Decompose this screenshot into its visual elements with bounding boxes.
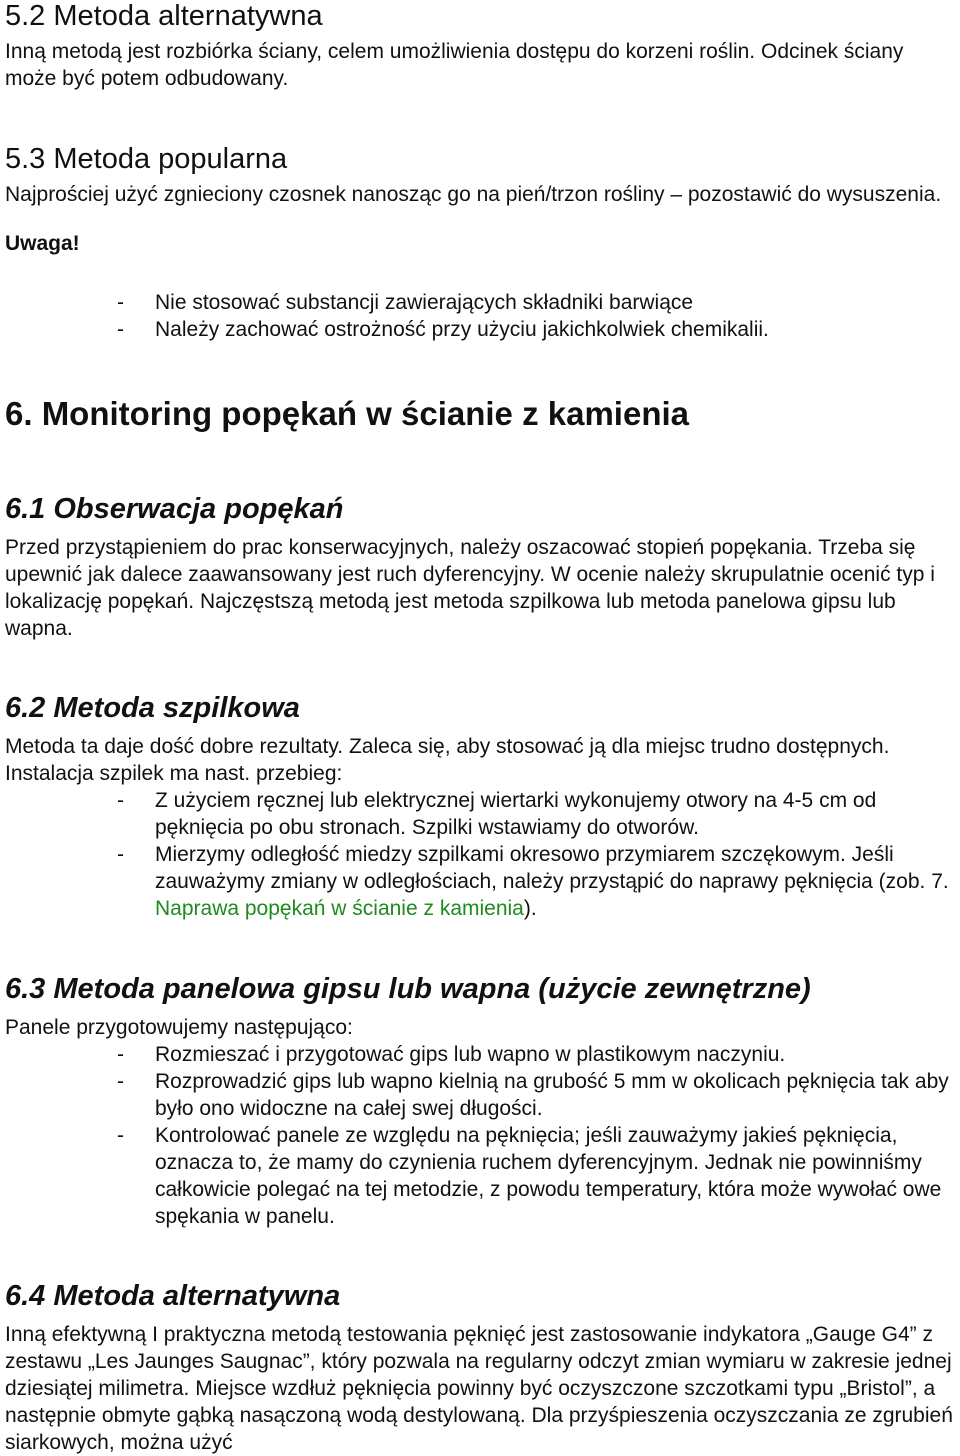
panel-step-text: Kontrolować panele ze względu na pęknięcia; jeśli zauważymy jakieś pęknięcia, oznacza to, że mamy do czynienia ruchem dyferencyjnym. Jednak nie powinniśmy całkowicie polegać na tej metodzie, z powodu temperatury, która może wywołać owe spękania w panelu. bbox=[155, 1124, 942, 1228]
repair-section-link[interactable]: Naprawa popękań w ścianie z kamienia bbox=[155, 897, 524, 920]
section-6-1-body: Przed przystąpieniem do prac konserwacyjnych, należy oszacować stopień popękania. Trzeba się upewnić jak dalece zaawansowany jest ruch dyferencyjny. W ocenie należy skrupulatnie ocenić typ i lokalizację popękań. Najczęstszą metodą jest metoda szpilkowa lub metoda panelowa gipsu lub wapna. bbox=[5, 536, 935, 640]
pin-step-text: Z użyciem ręcznej lub elektrycznej wiertarki wykonujemy otwory na 4-5 cm od pęknięcia po obu stronach. Szpilki wstawiamy do otworów. bbox=[155, 789, 877, 839]
warning-item-text: Nie stosować substancji zawierających składniki barwiące bbox=[155, 291, 694, 314]
panel-step-item bbox=[5, 1068, 957, 1122]
section-5-3-title: 5.3 Metoda popularna bbox=[5, 143, 288, 175]
section-6-2 bbox=[5, 692, 957, 922]
section-6-3 bbox=[5, 973, 957, 1230]
panel-step-item bbox=[5, 1041, 957, 1068]
section-5-2 bbox=[5, 0, 957, 92]
panel-step-text: Rozmieszać i przygotować gips lub wapno w plastikowym naczyniu. bbox=[155, 1043, 786, 1066]
section-6-4-body: Inną efektywną I praktyczna metodą testowania pęknięć jest zastosowanie indykatora „Gauge G4” z zestawu „Les Jaunges Saugnac”, który pozwala na regularny odczyt zmian wymiaru w zakresie jednej dziesiątej milimetra. Miejsce wzdłuż pęknięcia powinny być oczyszczone szczotkami typu „Bristol”, a następnie obmyte gąbką nasączoną wodą destylowaną. Dla przyśpieszenia oczyszczania ze zgrubień siarkowych, można użyć bbox=[5, 1323, 953, 1454]
panel-step-text: Rozprowadzić gips lub wapno kielnią na grubość 5 mm w okolicach pęknięcia tak aby było ono widoczne na całej swej długości. bbox=[155, 1070, 949, 1120]
warning-item bbox=[5, 289, 957, 316]
section-5-3-body: Najprościej użyć zgnieciony czosnek nanosząc go na pień/trzon rośliny – pozostawić do wysuszenia. bbox=[5, 183, 942, 206]
section-5-3 bbox=[5, 143, 957, 257]
section-6-3-title: 6.3 Metoda panelowa gipsu lub wapna (użycie zewnętrzne) bbox=[5, 973, 811, 1005]
section-5-2-title: 5.2 Metoda alternatywna bbox=[5, 0, 323, 32]
warning-list bbox=[5, 289, 957, 343]
dash-marker: - bbox=[117, 291, 124, 314]
pin-step-text: Mierzymy odległość miedzy szpilkami okresowo przymiarem szczękowym. Jeśli zauważymy zmiany w odległościach, należy przystąpić do naprawy pęknięcia (zob. 7. bbox=[155, 843, 949, 893]
warning-item bbox=[5, 316, 957, 343]
pin-step-end: ). bbox=[523, 897, 537, 920]
dash-marker: - bbox=[117, 1124, 124, 1147]
warning-label: Uwaga! bbox=[5, 232, 80, 255]
dash-marker: - bbox=[117, 1070, 124, 1093]
dash-marker: - bbox=[117, 843, 124, 866]
dash-marker: - bbox=[117, 318, 124, 341]
section-6-4-title: 6.4 Metoda alternatywna bbox=[5, 1280, 341, 1312]
chapter-6 bbox=[5, 396, 957, 432]
section-6-3-intro: Panele przygotowujemy następująco: bbox=[5, 1016, 353, 1039]
dash-marker: - bbox=[117, 789, 124, 812]
pin-step-item bbox=[5, 787, 957, 841]
panel-step-item bbox=[5, 1122, 957, 1230]
section-6-1 bbox=[5, 493, 957, 642]
dash-marker: - bbox=[117, 1043, 124, 1066]
section-6-2-title: 6.2 Metoda szpilkowa bbox=[5, 692, 300, 724]
section-6-4 bbox=[5, 1280, 957, 1456]
warning-item-text: Należy zachować ostrożność przy użyciu jakichkolwiek chemikalii. bbox=[155, 318, 769, 341]
section-6-1-title: 6.1 Obserwacja popękań bbox=[5, 493, 344, 525]
chapter-6-title: 6. Monitoring popękań w ścianie z kamienia bbox=[5, 395, 689, 432]
section-6-2-body: Metoda ta daje dość dobre rezultaty. Zaleca się, aby stosować ją dla miejsc trudno dostępnych. Instalacja szpilek ma nast. przebieg: bbox=[5, 735, 890, 785]
section-5-2-body: Inną metodą jest rozbiórka ściany, celem umożliwienia dostępu do korzeni roślin. Odcinek ściany może być potem odbudowany. bbox=[5, 40, 904, 90]
pin-step-item bbox=[5, 841, 957, 922]
